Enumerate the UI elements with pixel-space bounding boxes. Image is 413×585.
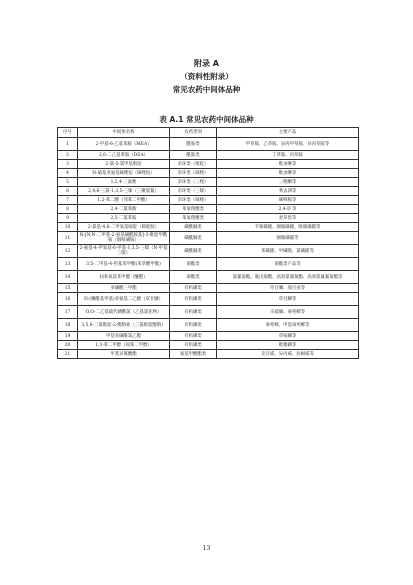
cell-name: 2-氯基-4,6-二甲氧基嘧啶（嘧啶胺） [78, 223, 170, 232]
table-row [58, 271, 359, 284]
cell-no: 21 [58, 350, 78, 359]
cell-no: 15 [58, 284, 78, 293]
table-row [58, 319, 359, 332]
cell-category: 杂环类（咪唑） [170, 196, 217, 205]
cell-category: 菊酯类 [170, 258, 217, 271]
cell-name: 2-氯-5-氯甲基吡啶 [78, 160, 170, 169]
cell-products: 辛硫磷、毒死蜱等 [217, 306, 359, 319]
cell-name: 间苯氧基苯甲醛（醚醛） [78, 271, 170, 284]
cell-name: 1,3-苯二甲醇（间苯二甲醇） [78, 341, 170, 350]
cell-products: 甲草胺、乙草胺、异丙甲草胺、异丙草胺等 [217, 138, 359, 151]
table-row [58, 306, 359, 319]
table-body [58, 138, 359, 359]
cell-products: 吡虫啉等 [217, 160, 359, 169]
cell-products: 咪鲜胺等 [217, 196, 359, 205]
cell-name: 3,5,6-三氯吡啶-2-醇钠盐（三氯吡啶醇钠） [78, 319, 170, 332]
cell-products: 克百威、异丙威、抗蚜威等 [217, 350, 359, 359]
header-products: 主要产品 [217, 128, 359, 138]
cell-category: 苯氧羧酸类 [170, 214, 217, 223]
table-row [58, 293, 359, 306]
cell-name: 2,6-二乙基苯胺（DEA） [78, 151, 170, 160]
cell-products: 丁草胺、丙草胺 [217, 151, 359, 160]
table-row [58, 187, 359, 196]
cell-name: 1,2-苯二酸（邻苯二甲酸） [78, 196, 170, 205]
header-no: 序号 [58, 128, 78, 138]
table-row [58, 214, 359, 223]
table-row [58, 205, 359, 214]
cell-no: 4 [58, 169, 78, 178]
header-name: 中间体名称 [78, 128, 170, 138]
cell-name: 2,4,6-三氯-1,3,5-三嗪（三聚氯氰） [78, 187, 170, 196]
cell-no: 11 [58, 232, 78, 245]
cell-products: 毒死蜱、甲基毒死蜱等 [217, 319, 359, 332]
cell-category: 杂环类（三唑） [170, 178, 217, 187]
table-row [58, 160, 359, 169]
table-row [58, 258, 359, 271]
cell-category: 菊酯类 [170, 271, 217, 284]
cell-name: 亚磷酸三甲酯 [78, 284, 170, 293]
cell-name: O,O-二乙基硫代磷酰氯（乙基氯化物） [78, 306, 170, 319]
cell-category: 杂环类（吡啶） [170, 160, 217, 169]
page-number: 13 [202, 545, 211, 552]
cell-no: 13 [58, 258, 78, 271]
cell-category: 有机磷类 [170, 293, 217, 306]
cell-no: 8 [58, 205, 78, 214]
cell-products: 吡噻磷等 [217, 341, 359, 350]
appendix-title: 附录 A [194, 59, 219, 68]
table-row [58, 341, 359, 350]
cell-no: 3 [58, 160, 78, 169]
cell-products: 草铵膦等 [217, 332, 359, 341]
table-row [58, 169, 359, 178]
cell-category: 磺酰脲类 [170, 232, 217, 245]
cell-category: 磺酰脲类 [170, 245, 217, 258]
cell-name: N-(膦酰基甲基)亚氨基二乙酸（双甘膦） [78, 293, 170, 306]
intermediates-table [57, 127, 359, 359]
cell-no: 1 [58, 138, 78, 151]
cell-products: 2,4-D 等 [217, 205, 359, 214]
cell-name: 2-氨基-4-甲氧基-6-甲基-1,3,5-三嗪（N-甲基三嗪） [78, 245, 170, 258]
cell-no: 14 [58, 271, 78, 284]
cell-products: 氯氰菊酯、氰戊菊酯、高效氯氰菊酯、高效氯氟氰菊酯等 [217, 271, 359, 284]
table-row [58, 151, 359, 160]
cell-products: 苯磺隆、甲磺隆、氯磺隆等 [217, 245, 359, 258]
table-row [58, 284, 359, 293]
cell-name: N-硝基亚氨基咪唑烷（咪唑烷） [78, 169, 170, 178]
cell-category: 有机磷类 [170, 332, 217, 341]
cell-products: 三唑酮等 [217, 178, 359, 187]
cell-name: 3,5-二甲基-4-羟基苯甲酸(苯草酸甲酯) [78, 258, 170, 271]
cell-products: 烟嘧磺隆等 [217, 232, 359, 245]
cell-name: 2,5-二氯苯胺 [78, 214, 170, 223]
cell-products: 草甘膦等 [217, 293, 359, 306]
cell-category: 有机磷类 [170, 284, 217, 293]
cell-category: 氨基甲酸酯类 [170, 350, 217, 359]
table-row [58, 245, 359, 258]
table-row [58, 138, 359, 151]
appendix-heading: 常见农药中间体品种 [172, 85, 241, 94]
appendix-subtitle: （资料性附录） [180, 72, 233, 81]
cell-name: 1,2,4-三氮唑 [78, 178, 170, 187]
table-header-row [58, 128, 359, 138]
cell-no: 18 [58, 319, 78, 332]
table-row [58, 196, 359, 205]
cell-products: 吡虫啉等 [217, 169, 359, 178]
cell-no: 16 [58, 293, 78, 306]
table-row [58, 350, 359, 359]
cell-category: 苯氧羧酸类 [170, 205, 217, 214]
cell-category: 杂环类（三嗪） [170, 187, 217, 196]
header-category: 农药类别 [170, 128, 217, 138]
cell-no: 7 [58, 196, 78, 205]
cell-name: 甲基异氰酸酯 [78, 350, 170, 359]
table-row [58, 223, 359, 232]
cell-name: 甲基亚磺酰氯乙酯 [78, 332, 170, 341]
cell-no: 19 [58, 332, 78, 341]
cell-category: 有机磷类 [170, 306, 217, 319]
cell-no: 5 [58, 178, 78, 187]
cell-no: 10 [58, 223, 78, 232]
cell-category: 酰胺类 [170, 151, 217, 160]
cell-no: 20 [58, 341, 78, 350]
cell-no: 6 [58, 187, 78, 196]
cell-name: 2,4-二氯苯酚 [78, 205, 170, 214]
cell-products: 草甘膦、敌百虫等 [217, 284, 359, 293]
cell-products: 菊酯类产品等 [217, 258, 359, 271]
cell-no: 17 [58, 306, 78, 319]
cell-no: 2 [58, 151, 78, 160]
table-row [58, 232, 359, 245]
cell-products: 苄嘧磺隆、烟嘧磺隆、吡嘧磺隆等 [217, 223, 359, 232]
cell-category: 有机磷类 [170, 319, 217, 332]
cell-no: 12 [58, 245, 78, 258]
cell-category: 磺酰脲类 [170, 223, 217, 232]
table-row [58, 178, 359, 187]
cell-category: 酰胺类 [170, 138, 217, 151]
cell-name: 2-甲基-6-乙基苯胺（MEA） [78, 138, 170, 151]
cell-products: 莠去津等 [217, 187, 359, 196]
cell-products: 麦草畏等 [217, 214, 359, 223]
cell-category: 杂环类（咪唑） [170, 169, 217, 178]
cell-name: N-[N,N-二甲基-2-氨基磺酰胺基]-3-吡啶甲酰胺（烟嘧磺胺） [78, 232, 170, 245]
cell-no: 9 [58, 214, 78, 223]
table-row [58, 332, 359, 341]
table-caption: 表 A.1 常见农药中间体品种 [159, 115, 254, 124]
cell-category: 有机磷类 [170, 341, 217, 350]
